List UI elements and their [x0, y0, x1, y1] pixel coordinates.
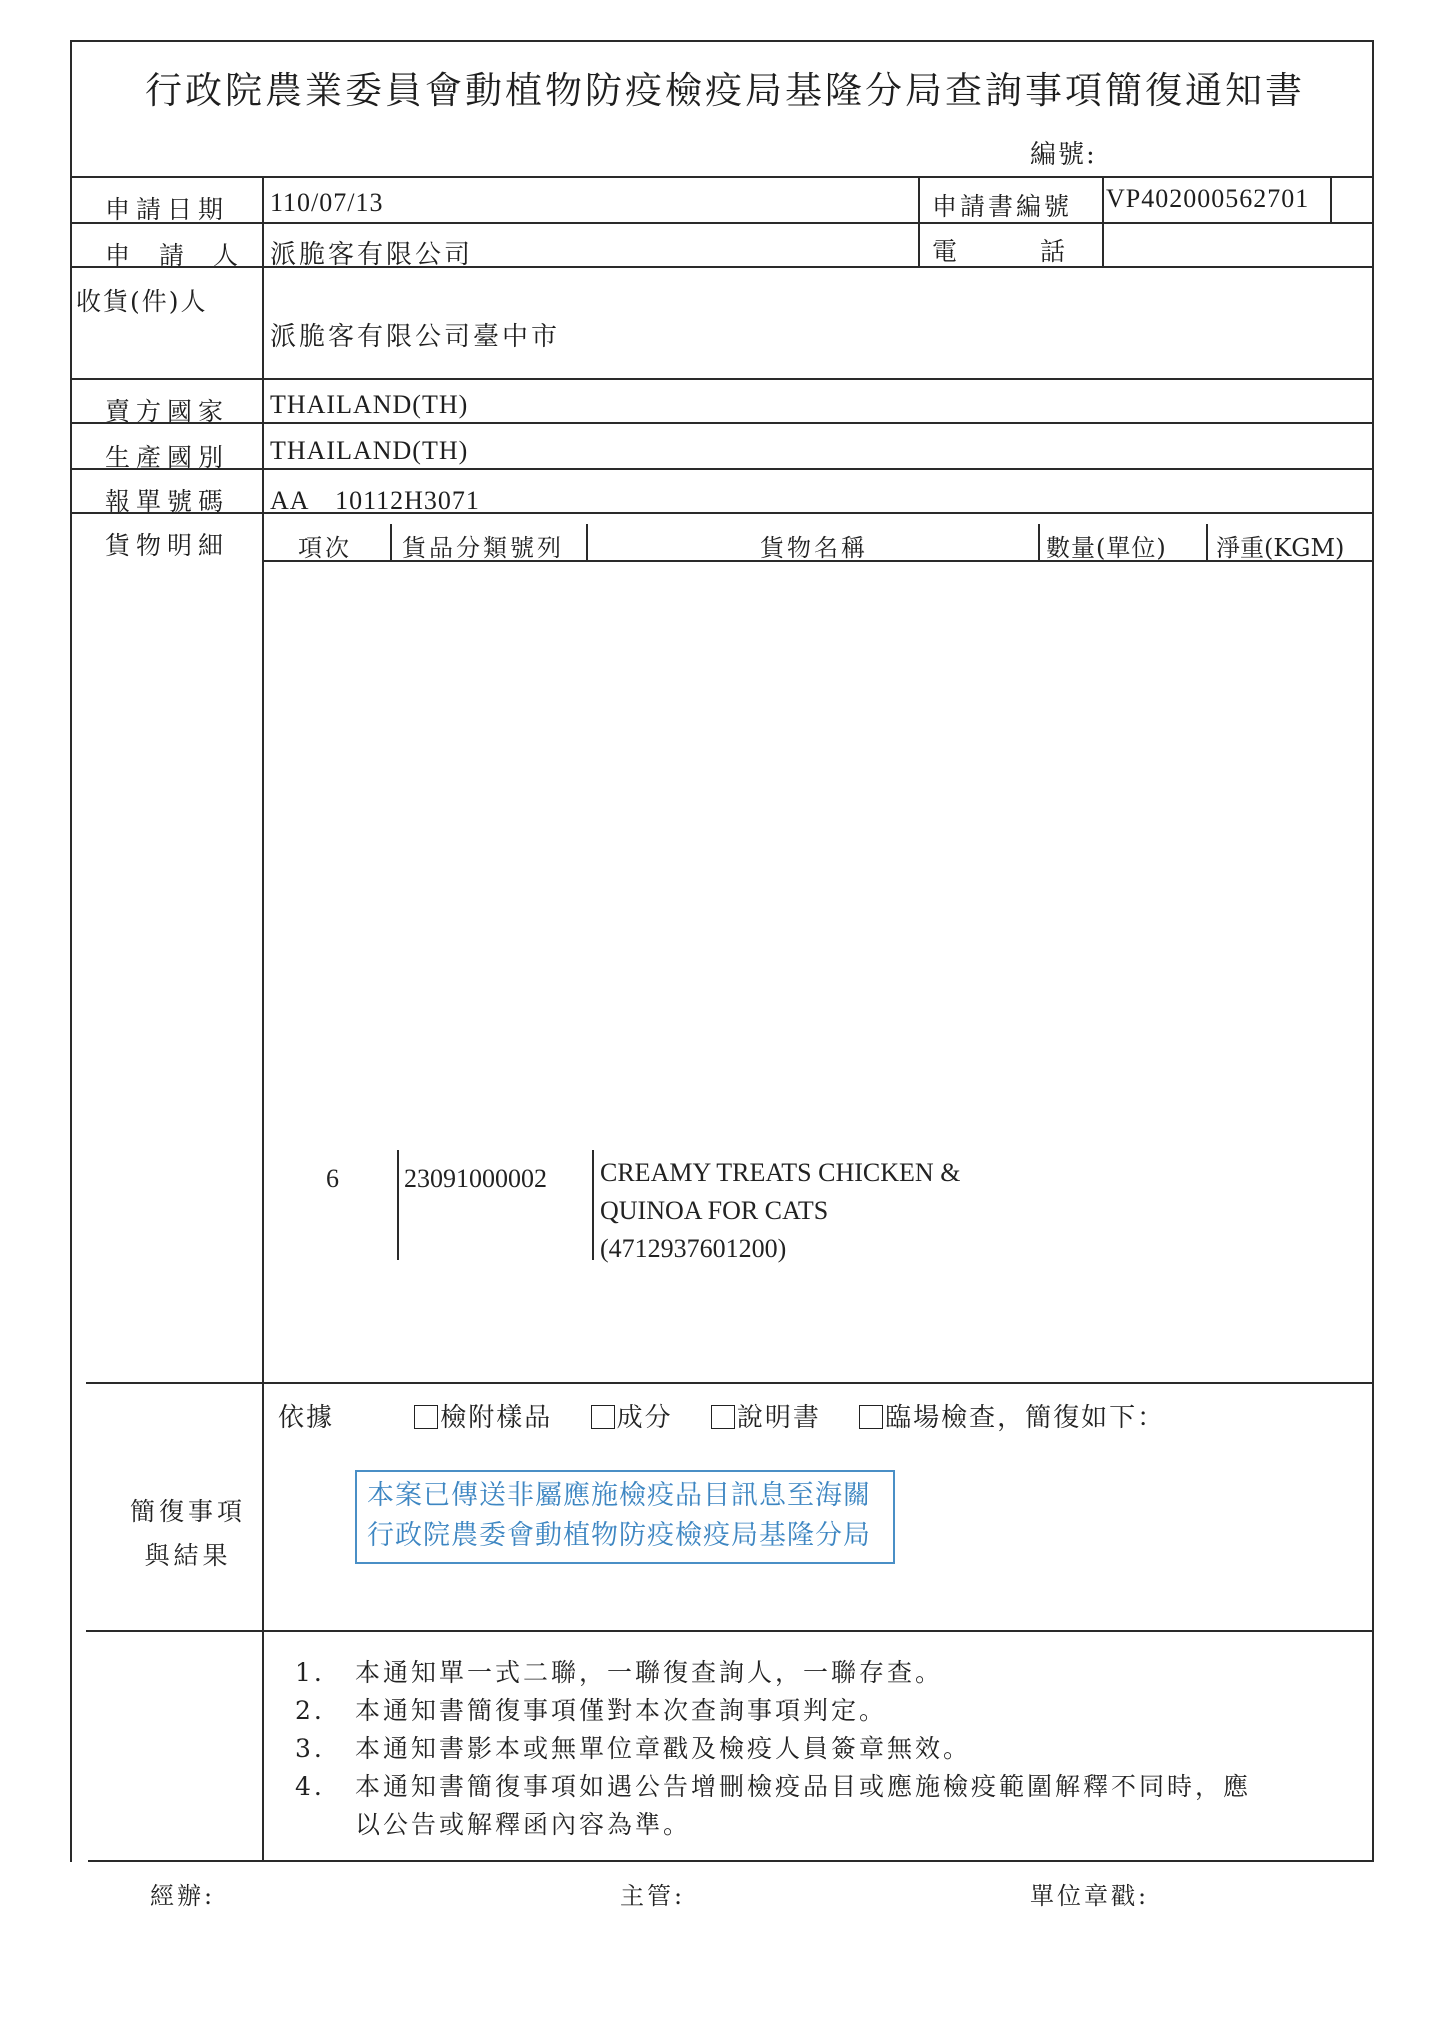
list-item: 4. 本通知書簡復事項如遇公告增刪檢疫品目或應施檢疫範圍解釋不同時，應 [295, 1772, 1252, 1801]
stamp-line2: 行政院農委會動植物防疫檢疫局基隆分局 [367, 1520, 871, 1551]
form-number-value: VP402000562701 [1106, 184, 1310, 213]
row-hs-code: 23091000002 [404, 1164, 547, 1193]
result-label-line2: 與結果 [144, 1541, 232, 1570]
row-goods-name-line1: CREAMY TREATS CHICKEN & [600, 1158, 961, 1187]
applicant-label: 申 請 人 [105, 241, 241, 270]
option-sample[interactable]: 檢附樣品 [414, 1403, 552, 1433]
handler-label: 經辦: [150, 1882, 216, 1910]
consignee-value: 派脆客有限公司臺中市 [270, 322, 561, 352]
result-label-line1: 簡復事項 [129, 1497, 246, 1526]
apply-date-value: 110/07/13 [270, 188, 384, 217]
seller-country-value: THAILAND(TH) [270, 390, 469, 419]
row-goods-name-line3: (4712937601200) [600, 1234, 787, 1263]
result-label [118, 1490, 258, 1578]
declaration-number-value: AA 10112H3071 [270, 486, 480, 515]
apply-date-label: 申請日期 [105, 195, 230, 224]
checkbox-sample[interactable] [414, 1405, 438, 1429]
list-item-continuation: 以公告或解釋函內容為準。 [355, 1810, 692, 1839]
checkbox-manual[interactable] [711, 1405, 735, 1429]
col-hs-code: 貨品分類號列 [402, 534, 564, 562]
list-item: 2. 本通知書簡復事項僅對本次查詢事項判定。 [295, 1696, 888, 1725]
row-goods-name-line2: QUINOA FOR CATS [600, 1196, 829, 1225]
frame-left [70, 40, 72, 1862]
col-net-weight: 淨重(KGM) [1216, 534, 1345, 562]
frame-top [70, 40, 1372, 42]
basis-row [278, 1397, 1193, 1434]
seller-country-label: 賣方國家 [105, 397, 230, 426]
form-number-label: 申請書編號 [932, 192, 1073, 221]
consignee-label: 收貨(件)人 [76, 287, 208, 316]
list-item: 3. 本通知書影本或無單位章戳及檢疫人員簽章無效。 [295, 1734, 972, 1763]
page-title: 行政院農業委員會動植物防疫檢疫局基隆分局查詢事項簡復通知書 [145, 69, 1305, 112]
option-manual[interactable]: 說明書 [711, 1403, 821, 1433]
goods-details-label: 貨物明細 [105, 531, 230, 560]
checkbox-ingredients[interactable] [591, 1405, 615, 1429]
checkbox-onsite-inspection[interactable] [859, 1405, 883, 1429]
col-goods-name: 貨物名稱 [760, 534, 868, 562]
col-item-no: 項次 [298, 534, 352, 562]
option-ingredients[interactable]: 成分 [591, 1403, 673, 1433]
frame-bottom [88, 1860, 1374, 1862]
col-quantity: 數量(單位) [1046, 534, 1167, 562]
stamp-line1: 本案已傳送非屬應施檢疫品目訊息至海關 [367, 1480, 871, 1511]
applicant-value: 派脆客有限公司 [270, 240, 474, 270]
row-item-no: 6 [326, 1164, 339, 1193]
serial-number-label: 編號: [1030, 140, 1097, 170]
option-onsite-inspection[interactable]: 臨場檢查，簡復如下： [859, 1403, 1165, 1433]
origin-country-value: THAILAND(TH) [270, 436, 469, 465]
frame-right [1372, 40, 1374, 1862]
basis-label: 依據 [278, 1403, 335, 1433]
phone-label: 電 話 [932, 237, 1068, 266]
list-item: 1. 本通知單一式二聯，一聯復查詢人，一聯存查。 [295, 1658, 944, 1687]
notes-list [295, 1654, 1251, 1844]
unit-seal-label: 單位章戳: [1030, 1882, 1150, 1910]
origin-country-label: 生產國別 [105, 443, 230, 472]
official-stamp [355, 1470, 895, 1564]
declaration-number-label: 報單號碼 [105, 487, 230, 516]
supervisor-label: 主管: [620, 1882, 686, 1910]
